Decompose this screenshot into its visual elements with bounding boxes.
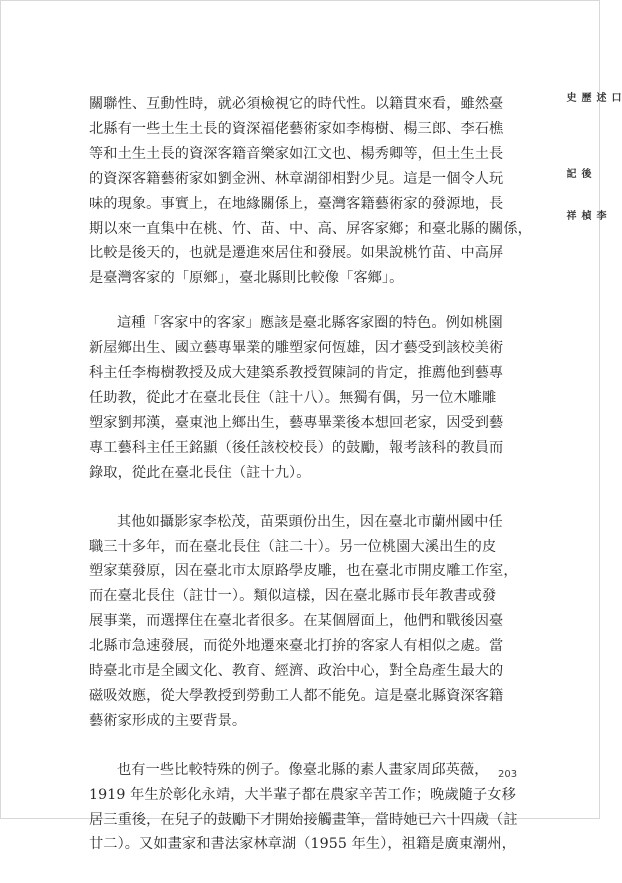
section-subtitle: 後記: [564, 168, 590, 198]
text-line: 藝術家形成的主要背景。: [89, 712, 247, 729]
text-line: 等和土生土長的資深客籍音樂家如江文也、楊秀卿等，但土生土長: [89, 145, 504, 162]
text-line: 比較是後天的，也就是遷進來居住和發展。如果說桃竹苗、中高屏: [89, 245, 504, 262]
text-line: 是臺灣客家的「原鄉」，臺北縣則比較像「客鄉」。: [89, 270, 404, 287]
text-line: 塑家葉發原，因在臺北市太原路學皮雕，也在臺北市開皮雕工作室，: [89, 563, 518, 580]
text-line: 關聯性、互動性時，就必須檢視它的時代性。以籍貫來看，雖然臺: [89, 96, 504, 112]
text-line: 居三重後，在兒子的鼓勵下才開始接觸畫筆，當時她已六十四歲（註: [89, 811, 518, 828]
text-line: 味的現象。事實上，在地緣關係上，臺灣客籍藝術家的發源地，長: [89, 195, 504, 212]
text-line: 新屋鄉出生、國立藝專畢業的雕塑家何恆雄，因才藝受到該校美術: [89, 340, 504, 357]
author-name: 李楨祥: [564, 210, 605, 228]
text-line: 職三十多年，而在臺北長住（註二十）。另一位桃園大溪出生的皮: [89, 538, 497, 555]
text-line: 科主任李梅樹教授及成大建築系教授賀陳詞的肯定，推薦他到藝專: [89, 365, 504, 382]
text-line: 這種「客家中的客家」應該是臺北縣客家圈的特色。例如桃園: [117, 315, 503, 332]
text-line: 而在臺北長住（註廿一）。類似這樣，因在臺北縣市長年教書或發: [89, 588, 497, 605]
text-line: 期以來一直集中在桃、竹、苗、中、高、屏客家鄉；和臺北縣的關係，: [89, 220, 532, 237]
text-line: 展事業，而選擇住在臺北者很多。在某個層面上，他們和戰後因臺: [89, 613, 504, 630]
text-line: 錄取，從此在臺北長住（註十九）。: [89, 464, 311, 481]
paragraph-3: [89, 510, 518, 734]
paragraph-1: [89, 92, 532, 291]
text-line: 1919 年生於彰化永靖，大半輩子都在農家辛苦工作；晚歲隨子女移: [89, 786, 516, 803]
paragraph-2: [89, 311, 505, 485]
text-line: 也有一些比較特殊的例子。像臺北縣的素人畫家周邱英薇，: [117, 761, 489, 778]
text-line: 其他如攝影家李松茂，苗栗頭份出生，因在臺北市蘭州國中任: [117, 513, 503, 530]
text-line: 時臺北市是全國文化、教育、經濟、政治中心，對全島產生最大的: [89, 663, 504, 680]
page-number: 203: [498, 769, 518, 780]
text-line: 廿二）。又如畫家和書法家林章湖（1955 年生），祖籍是廣東潮州，: [89, 836, 516, 853]
text-line: 磁吸效應，從大學教授到勞動工人都不能免。這是臺北縣資深客籍: [89, 687, 504, 704]
text-line: 的資深客籍藝術家如劉金洲、林章湖卻相對少見。這是一個令人玩: [89, 170, 504, 187]
text-line: 北縣有一些土生土長的資深福佬藝術家如李梅樹、楊三郎、李石樵: [89, 120, 504, 137]
text-line: 專工藝科主任王銘顯（後任該校校長）的鼓勵，報考該科的教員而: [89, 439, 504, 456]
text-line: 塑家劉邦漢，臺東池上鄉出生，藝專畢業後本想回老家，因受到藝: [89, 414, 504, 431]
text-line: 任助教，從此才在臺北長住（註十八）。無獨有偶，另一位木雕雕: [89, 389, 497, 406]
section-title: 口述歷史: [564, 92, 620, 104]
text-line: 北縣市急速發展，而從外地遷來臺北打拚的客家人有相似之處。當: [89, 638, 504, 655]
